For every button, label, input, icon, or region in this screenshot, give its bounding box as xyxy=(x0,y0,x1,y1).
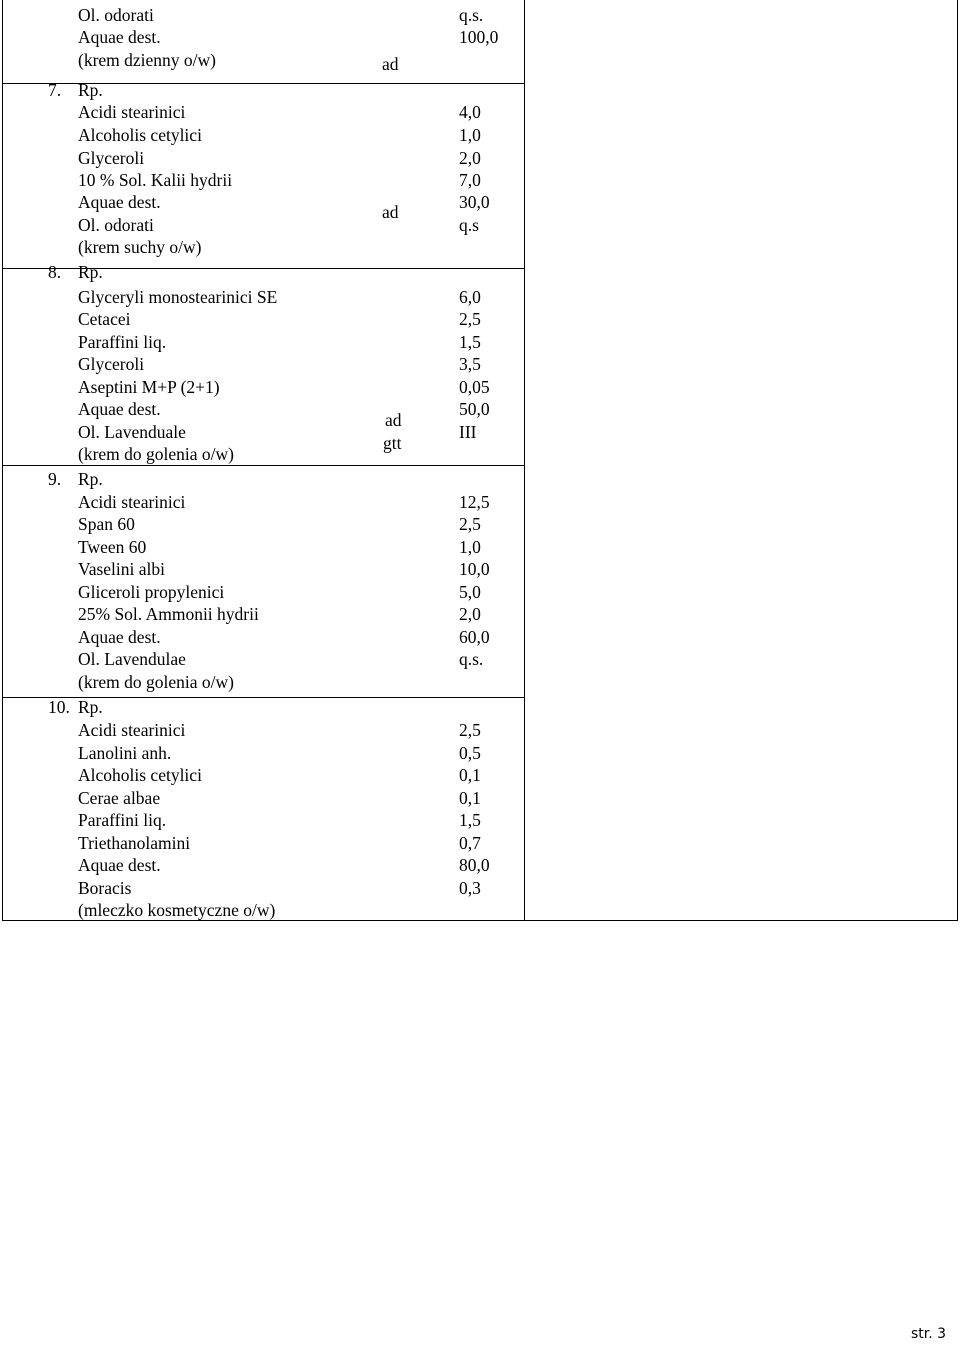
ingredient-name: Paraffini liq. xyxy=(78,810,167,830)
ingredient-amount: 6,0 xyxy=(459,287,481,307)
ingredient-amount: 7,0 xyxy=(459,170,481,190)
ingredient-name: Aseptini M+P (2+1) xyxy=(78,377,220,397)
ingredient-amount: 80,0 xyxy=(459,855,490,875)
ingredient-name: 25% Sol. Ammonii hydrii xyxy=(78,604,259,624)
ingredient-name: Glyceryli monostearinici SE xyxy=(78,287,278,307)
prescription-number: 9. xyxy=(48,469,62,489)
ingredient-amount: q.s xyxy=(459,215,479,235)
ingredient-name: 10 % Sol. Kalii hydrii xyxy=(78,170,233,190)
ingredient-amount: 30,0 xyxy=(459,192,490,212)
table-left-border xyxy=(2,0,3,921)
prescription-number: 8. xyxy=(48,262,62,282)
ingredient-name: Acidi stearinici xyxy=(78,492,186,512)
ingredient-amount: q.s. xyxy=(459,649,484,669)
ingredient-name: Gliceroli propylenici xyxy=(78,582,225,602)
ingredient-amount: 2,0 xyxy=(459,604,481,624)
ingredient-name: Tween 60 xyxy=(78,537,147,557)
ingredient-amount: 0,7 xyxy=(459,833,481,853)
table-column-divider xyxy=(524,0,525,921)
ad-marker: ad xyxy=(382,54,399,74)
ingredient-name: Paraffini liq. xyxy=(78,332,167,352)
ingredient-name: Boracis xyxy=(78,878,132,898)
ingredient-name: Ol. odorati xyxy=(78,5,154,25)
ingredient-name: Cerae albae xyxy=(78,788,161,808)
ingredient-name: Ol. odorati xyxy=(78,215,154,235)
preparation-type: (krem dzienny o/w) xyxy=(78,50,217,70)
ingredient-name: Triethanolamini xyxy=(78,833,191,853)
ingredient-name: Alcoholis cetylici xyxy=(78,125,202,145)
ingredient-name: Aquae dest. xyxy=(78,192,161,212)
ingredient-amount: q.s. xyxy=(459,5,484,25)
ingredient-amount: 60,0 xyxy=(459,627,490,647)
preparation-type: (krem suchy o/w) xyxy=(78,237,202,257)
table-bottom-border xyxy=(2,920,958,921)
ingredient-amount: 1,5 xyxy=(459,810,481,830)
ingredient-name: Ol. Lavenduale xyxy=(78,422,186,442)
page-number: str. 3 xyxy=(910,1326,946,1342)
rp-label: Rp. xyxy=(78,697,103,717)
prescription-number: 7. xyxy=(48,80,62,100)
rp-label: Rp. xyxy=(78,262,103,282)
ingredient-amount: 0,5 xyxy=(459,743,481,763)
ingredient-amount: 10,0 xyxy=(459,559,490,579)
ingredient-name: Vaselini albi xyxy=(78,559,165,579)
ingredient-amount: 4,0 xyxy=(459,102,481,122)
ingredient-amount: 5,0 xyxy=(459,582,481,602)
ingredient-amount: 1,5 xyxy=(459,332,481,352)
ingredient-amount: 2,5 xyxy=(459,720,481,740)
ingredient-amount: 2,0 xyxy=(459,148,481,168)
ingredient-name: Lanolini anh. xyxy=(78,743,172,763)
ingredient-amount: 100,0 xyxy=(459,27,499,47)
ingredient-name: Glyceroli xyxy=(78,354,145,374)
prescription-number: 10. xyxy=(48,697,70,717)
ingredient-name: Ol. Lavendulae xyxy=(78,649,186,669)
prescription-table xyxy=(2,0,958,921)
rp-label: Rp. xyxy=(78,80,103,100)
gtt-marker: gtt xyxy=(383,433,402,453)
ingredient-amount: 50,0 xyxy=(459,399,490,419)
ingredient-amount: 2,5 xyxy=(459,514,481,534)
ingredient-amount: 0,1 xyxy=(459,788,481,808)
ingredient-name: Alcoholis cetylici xyxy=(78,765,202,785)
preparation-type: (krem do golenia o/w) xyxy=(78,672,234,692)
ingredient-amount: 0,3 xyxy=(459,878,481,898)
ingredient-amount: 0,1 xyxy=(459,765,481,785)
ingredient-amount: 1,0 xyxy=(459,125,481,145)
ingredient-name: Aquae dest. xyxy=(78,399,161,419)
ingredient-amount: 2,5 xyxy=(459,309,481,329)
rp-label: Rp. xyxy=(78,469,103,489)
ad-marker: ad xyxy=(382,202,399,222)
ingredient-name: Acidi stearinici xyxy=(78,102,186,122)
ingredient-name: Acidi stearinici xyxy=(78,720,186,740)
ingredient-name: Glyceroli xyxy=(78,148,145,168)
ingredient-name: Span 60 xyxy=(78,514,135,534)
ingredient-amount: 3,5 xyxy=(459,354,481,374)
ad-marker: ad xyxy=(385,410,402,430)
ingredient-name: Cetacei xyxy=(78,309,131,329)
ingredient-name: Aquae dest. xyxy=(78,627,161,647)
preparation-type: (mleczko kosmetyczne o/w) xyxy=(78,900,276,920)
ingredient-name: Aquae dest. xyxy=(78,27,161,47)
table-right-border xyxy=(957,0,958,921)
ingredient-amount: III xyxy=(459,422,477,442)
ingredient-name: Aquae dest. xyxy=(78,855,161,875)
preparation-type: (krem do golenia o/w) xyxy=(78,444,234,464)
ingredient-amount: 0,05 xyxy=(459,377,490,397)
ingredient-amount: 12,5 xyxy=(459,492,490,512)
ingredient-amount: 1,0 xyxy=(459,537,481,557)
row-divider xyxy=(2,465,524,466)
